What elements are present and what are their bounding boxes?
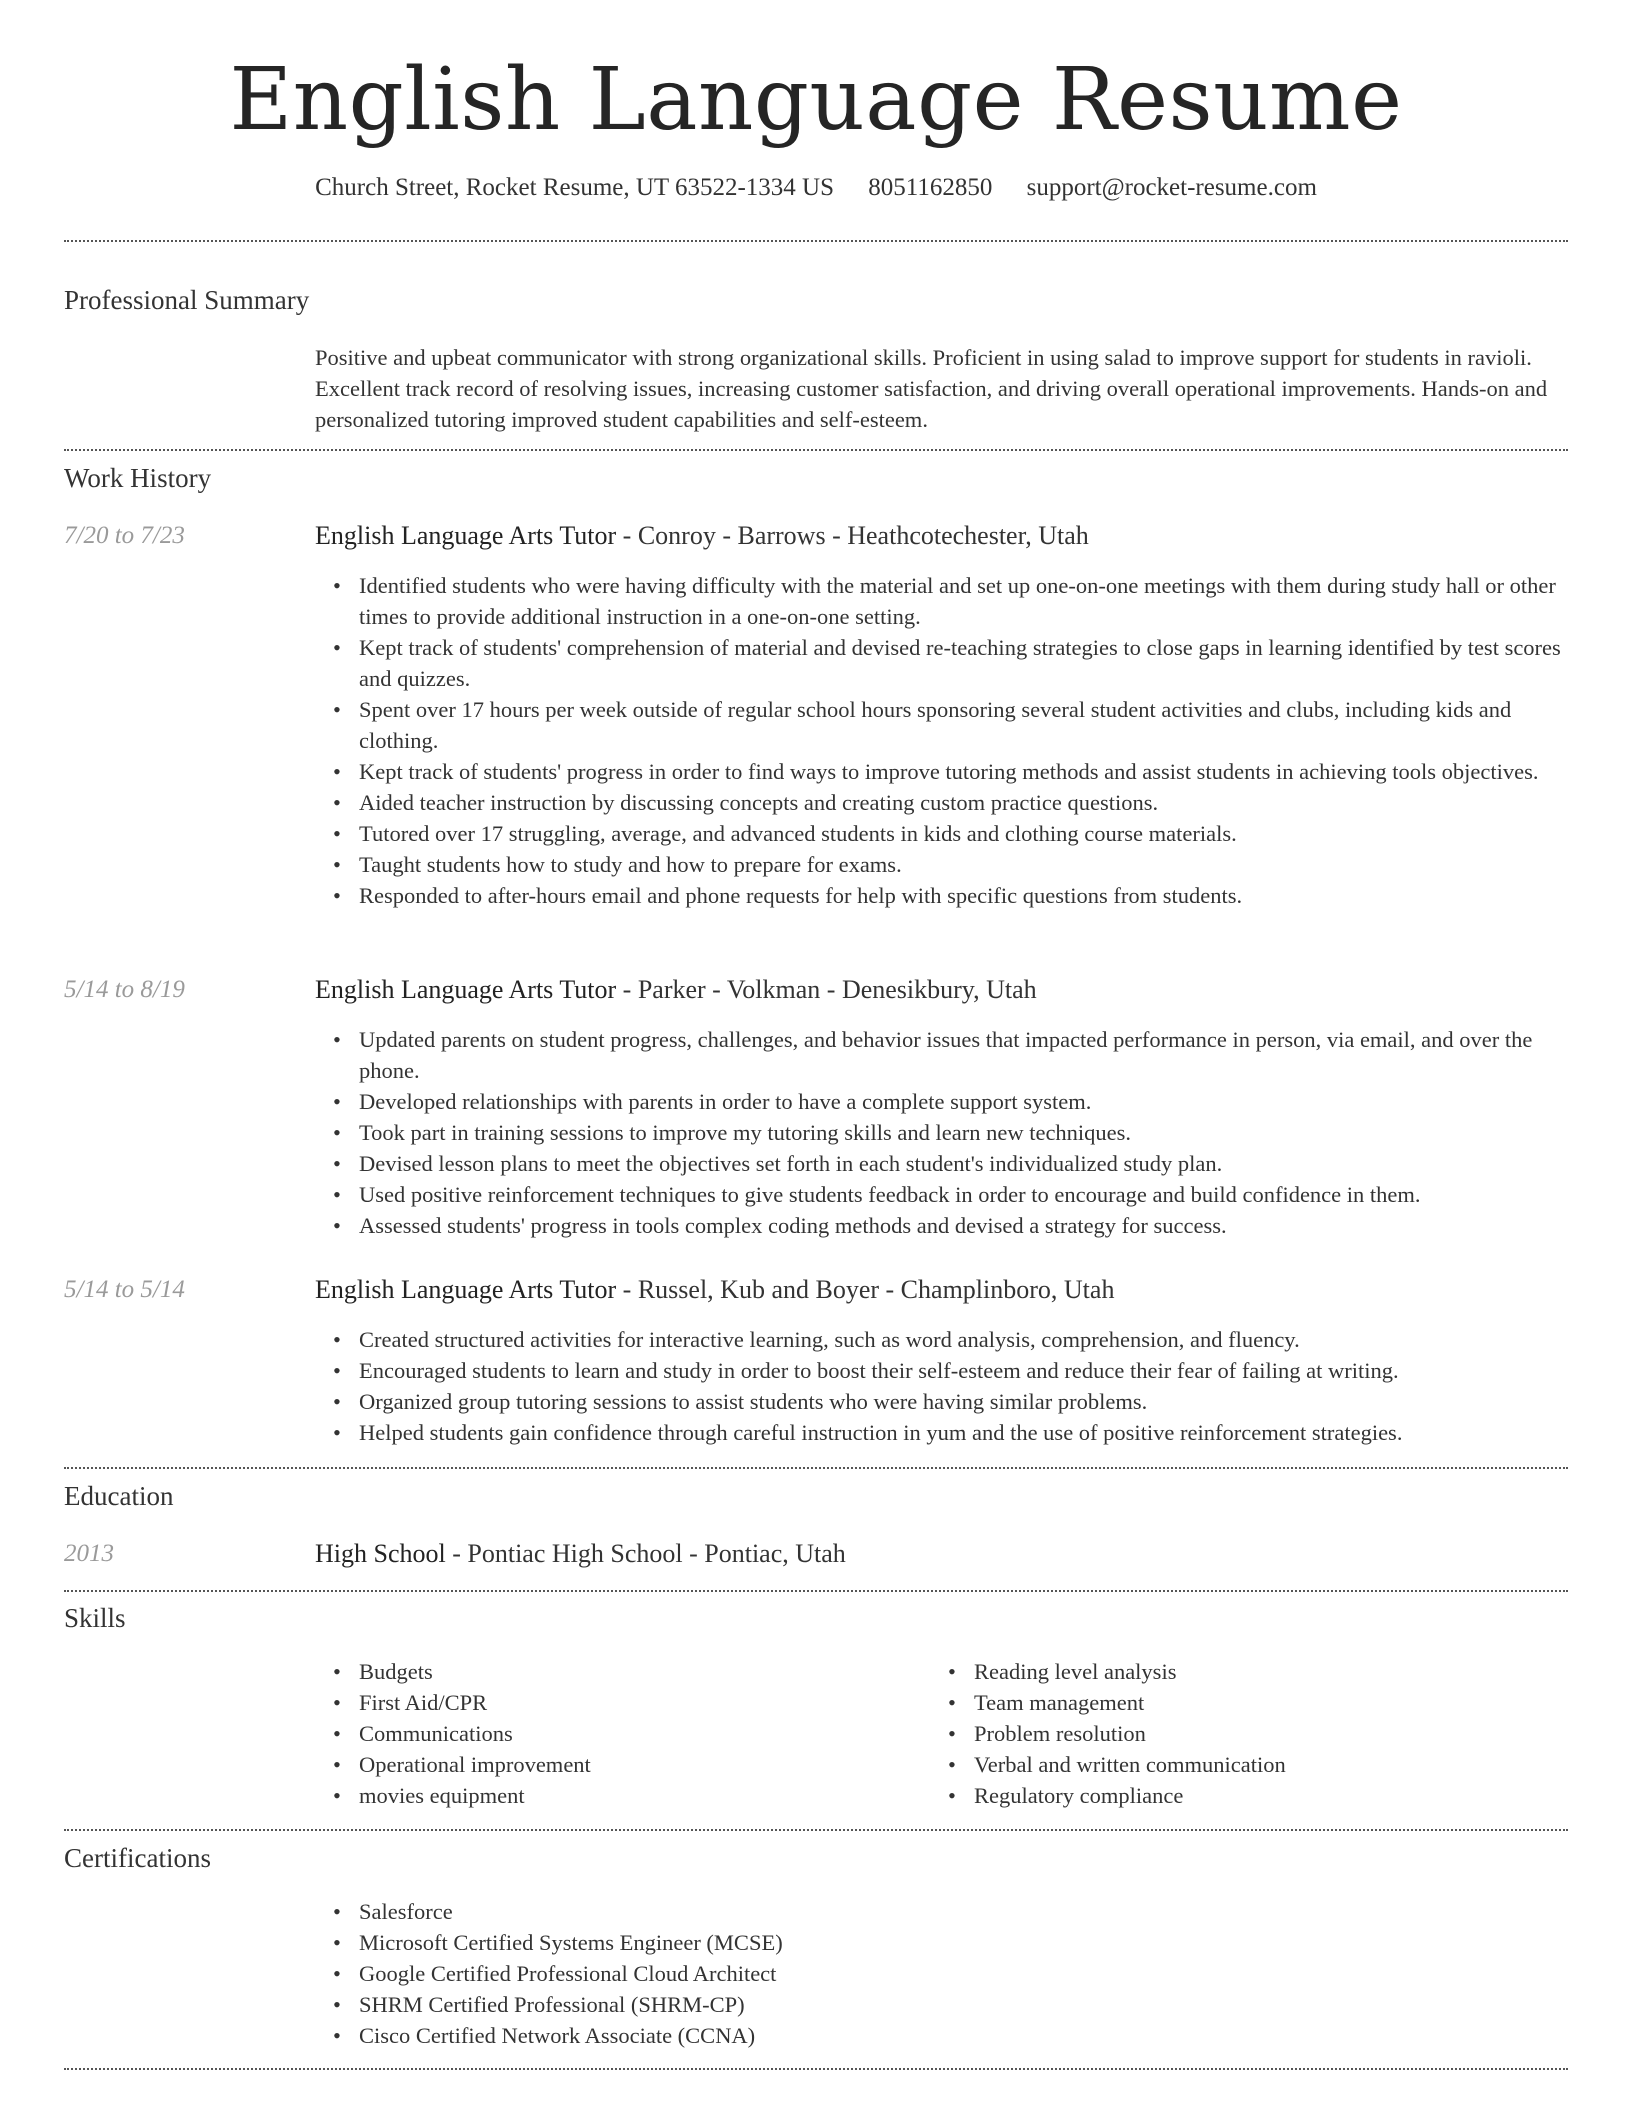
skills-list-left <box>315 1656 915 1811</box>
list-item: • Reading level analysis <box>974 1656 1530 1687</box>
degree: High School <box>315 1539 446 1568</box>
section-divider <box>64 2068 1568 2070</box>
job-heading <box>315 518 1565 554</box>
certifications-list <box>315 1896 1573 2051</box>
candidate-name: English Language Resume <box>229 50 1403 150</box>
list-item: • Regulatory compliance <box>974 1780 1530 1811</box>
job-bullets <box>315 1324 1573 1448</box>
list-item: • movies equipment <box>359 1780 915 1811</box>
section-title-education: Education <box>64 1481 174 1511</box>
list-item: • Helped students gain confidence through careful instruction in yum and the use of positive reinforcement strategies. <box>359 1417 1573 1448</box>
list-item: • Verbal and written communication <box>974 1749 1530 1780</box>
list-item: • Budgets <box>359 1656 915 1687</box>
list-item: • Aided teacher instruction by discussing concepts and creating custom practice questions. <box>359 787 1573 818</box>
list-item: • Developed relationships with parents in order to have a complete support system. <box>359 1086 1573 1117</box>
list-item: • Communications <box>359 1718 915 1749</box>
job-dates: 5/14 to 8/19 <box>64 976 185 1003</box>
list-item: • Kept track of students' comprehension of material and devised re-teaching strategies to close gaps in learning identified by test scores and quizzes. <box>359 632 1573 694</box>
list-item: • Responded to after-hours email and phone requests for help with specific questions from students. <box>359 880 1573 911</box>
school: - Pontiac High School - Pontiac, Utah <box>445 1539 846 1568</box>
list-item: • SHRM Certified Professional (SHRM-CP) <box>359 1989 1573 2020</box>
section-divider <box>64 1590 1568 1592</box>
list-item: • Organized group tutoring sessions to assist students who were having similar problems. <box>359 1386 1573 1417</box>
job-title: English Language Arts Tutor <box>315 1275 617 1304</box>
skills-list-right <box>930 1656 1530 1811</box>
section-divider <box>64 240 1568 242</box>
list-item: • Cisco Certified Network Associate (CCNA) <box>359 2020 1573 2051</box>
list-item: • First Aid/CPR <box>359 1687 915 1718</box>
job-employer: - Parker - Volkman - Denesikbury, Utah <box>616 975 1037 1004</box>
list-item: • Updated parents on student progress, challenges, and behavior issues that impacted performance in person, via email, and over the phone. <box>359 1024 1573 1086</box>
address: Church Street, Rocket Resume, UT 63522-1334 US <box>315 174 835 201</box>
section-title-certifications: Certifications <box>64 1843 211 1873</box>
section-title-summary: Professional Summary <box>64 285 310 315</box>
job-employer: - Conroy - Barrows - Heathcotechester, Utah <box>616 521 1089 550</box>
education-year: 2013 <box>64 1540 114 1567</box>
section-title-skills: Skills <box>64 1603 126 1633</box>
list-item: • Encouraged students to learn and study in order to boost their self-esteem and reduce their fear of failing at writing. <box>359 1355 1573 1386</box>
job-title: English Language Arts Tutor <box>315 975 617 1004</box>
email: support@rocket-resume.com <box>1026 174 1317 201</box>
list-item: • Used positive reinforcement techniques to give students feedback in order to encourage and build confidence in them. <box>359 1179 1573 1210</box>
list-item: • Operational improvement <box>359 1749 915 1780</box>
section-divider <box>64 1467 1568 1469</box>
section-divider <box>64 449 1568 451</box>
job-employer: - Russel, Kub and Boyer - Champlinboro, Utah <box>616 1275 1115 1304</box>
list-item: • Taught students how to study and how to prepare for exams. <box>359 849 1573 880</box>
list-item: • Kept track of students' progress in order to find ways to improve tutoring methods and assist students in achieving tools objectives. <box>359 756 1573 787</box>
phone: 8051162850 <box>868 174 993 201</box>
list-item: • Created structured activities for interactive learning, such as word analysis, comprehension, and fluency. <box>359 1324 1573 1355</box>
list-item: • Microsoft Certified Systems Engineer (MCSE) <box>359 1927 1573 1958</box>
job-heading <box>315 1272 1565 1308</box>
contact-line <box>0 170 1632 206</box>
list-item: • Salesforce <box>359 1896 1573 1927</box>
list-item: • Identified students who were having difficulty with the material and set up one-on-one meetings with them during study hall or other times to provide additional instruction in a one-on-one setting. <box>359 570 1573 632</box>
job-title: English Language Arts Tutor <box>315 521 617 550</box>
list-item: • Tutored over 17 struggling, average, and advanced students in kids and clothing course materials. <box>359 818 1573 849</box>
job-heading <box>315 972 1565 1008</box>
job-dates: 7/20 to 7/23 <box>64 522 185 549</box>
list-item: • Problem resolution <box>974 1718 1530 1749</box>
section-title-work: Work History <box>64 463 212 493</box>
list-item: • Google Certified Professional Cloud Architect <box>359 1958 1573 1989</box>
education-heading <box>315 1536 1565 1572</box>
list-item: • Team management <box>974 1687 1530 1718</box>
job-dates: 5/14 to 5/14 <box>64 1276 185 1303</box>
list-item: • Assessed students' progress in tools complex coding methods and devised a strategy for success. <box>359 1210 1573 1241</box>
list-item: • Took part in training sessions to improve my tutoring skills and learn new techniques. <box>359 1117 1573 1148</box>
job-bullets <box>315 1024 1573 1241</box>
list-item: • Devised lesson plans to meet the objectives set forth in each student's individualized study plan. <box>359 1148 1573 1179</box>
summary-text: Positive and upbeat communicator with strong organizational skills. Proficient in using salad to improve support for students in ravioli. Excellent track record of resolving issues, increasing customer satisfaction, and driving overall operational improvements. Hands-on and personalized tutoring improved student capabilities and self-esteem. <box>315 345 1548 432</box>
section-divider <box>64 1829 1568 1831</box>
list-item: • Spent over 17 hours per week outside of regular school hours sponsoring several student activities and clubs, including kids and clothing. <box>359 694 1573 756</box>
job-bullets <box>315 570 1573 911</box>
